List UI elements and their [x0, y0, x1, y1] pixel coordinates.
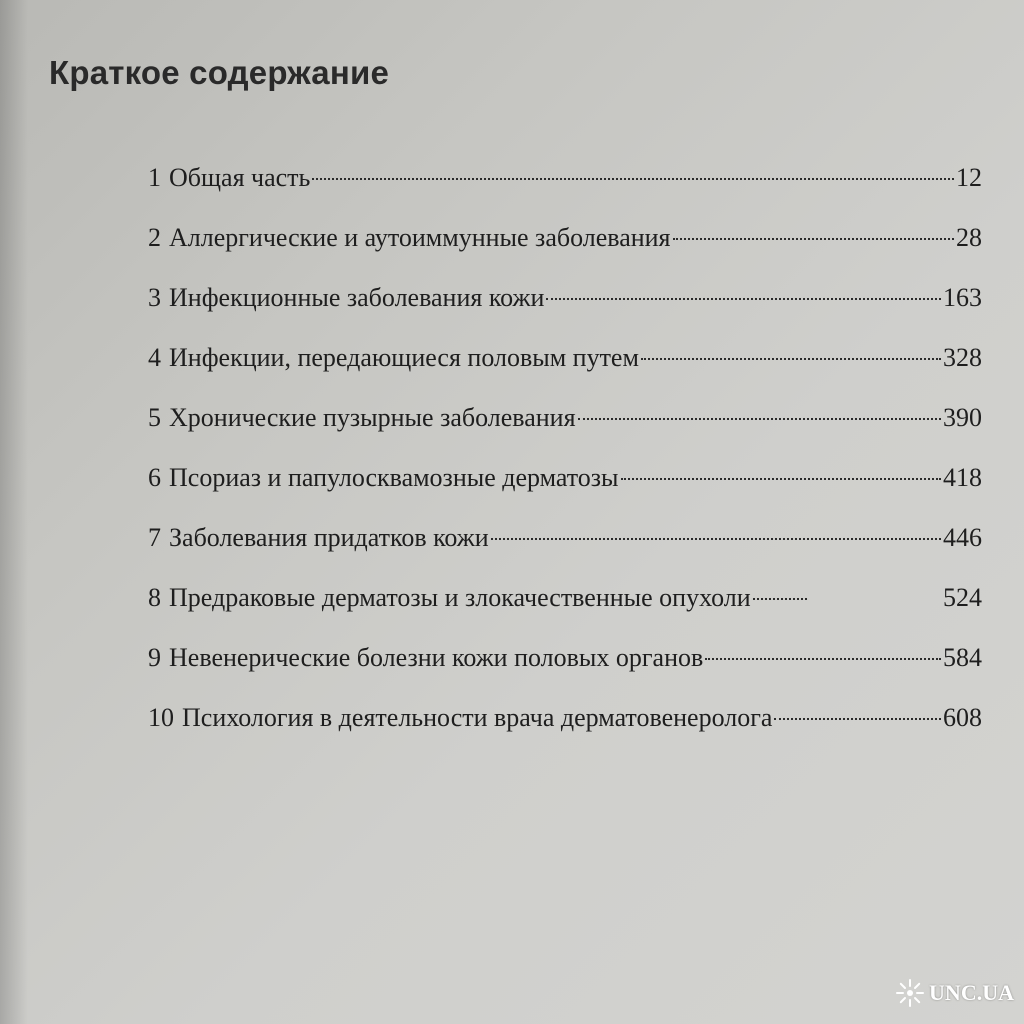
toc-entry-title: Инфекционные заболевания кожи — [169, 283, 545, 312]
toc-entry-page: 12 — [956, 163, 982, 192]
toc-entry-number: 9 — [148, 643, 161, 672]
watermark-text: UNC.UA — [929, 980, 1014, 1005]
toc-entry-page: 163 — [943, 283, 982, 312]
sunburst-logo-icon — [895, 978, 925, 1008]
toc-entry-number: 8 — [148, 583, 161, 612]
site-watermark — [895, 978, 1014, 1008]
toc-entry — [148, 643, 982, 703]
toc-entry-title: Невенерические болезни кожи половых органов — [169, 643, 704, 672]
dot-leader — [753, 598, 807, 600]
dot-leader — [774, 718, 941, 720]
toc-entry — [148, 343, 982, 403]
dot-leader — [673, 238, 954, 240]
dot-leader — [705, 658, 941, 660]
toc-entry-title: Предраковые дерматозы и злокачественные опухоли — [169, 583, 751, 612]
toc-entry — [148, 223, 982, 283]
dot-leader — [491, 538, 941, 540]
dot-leader — [578, 418, 941, 420]
toc-entry — [148, 403, 982, 463]
dot-leader — [546, 298, 941, 300]
toc-entry — [148, 523, 982, 583]
toc-entry — [148, 283, 982, 343]
toc-entry-page: 28 — [956, 223, 982, 252]
toc-entry-title: Инфекции, передающиеся половым путем — [169, 343, 639, 372]
toc-entry-title: Заболевания придатков кожи — [169, 523, 489, 552]
toc-entry-number: 7 — [148, 523, 161, 552]
toc-entry-title: Аллергические и аутоиммунные заболевания — [169, 223, 671, 252]
toc-entry — [148, 583, 982, 643]
page-heading: Краткое содержание — [49, 54, 389, 91]
dot-leader — [621, 478, 941, 480]
binding-shadow — [0, 0, 28, 1024]
table-of-contents — [148, 163, 982, 763]
toc-entry-number: 6 — [148, 463, 161, 492]
toc-entry-number: 5 — [148, 403, 161, 432]
toc-entry-number: 2 — [148, 223, 161, 252]
toc-entry-number: 1 — [148, 163, 161, 192]
toc-entry — [148, 163, 982, 223]
toc-entry-number: 4 — [148, 343, 161, 372]
toc-entry-number: 10 — [148, 703, 174, 732]
toc-entry-page: 390 — [943, 403, 982, 432]
toc-entry — [148, 703, 982, 763]
toc-entry-page: 608 — [943, 703, 982, 732]
toc-entry-page: 418 — [943, 463, 982, 492]
toc-entry-page: 584 — [943, 643, 982, 672]
toc-entry-page: 446 — [943, 523, 982, 552]
toc-entry-number: 3 — [148, 283, 161, 312]
dot-leader — [312, 178, 954, 180]
toc-entry-title: Псориаз и папулосквамозные дерматозы — [169, 463, 619, 492]
toc-entry-title: Хронические пузырные заболевания — [169, 403, 576, 432]
toc-entry-page: 328 — [943, 343, 982, 372]
toc-entry-title: Психология в деятельности врача дерматовенеролога — [182, 703, 773, 732]
toc-entry-title: Общая часть — [169, 163, 311, 192]
dot-leader — [641, 358, 941, 360]
toc-entry — [148, 463, 982, 523]
toc-entry-page: 524 — [943, 583, 982, 612]
